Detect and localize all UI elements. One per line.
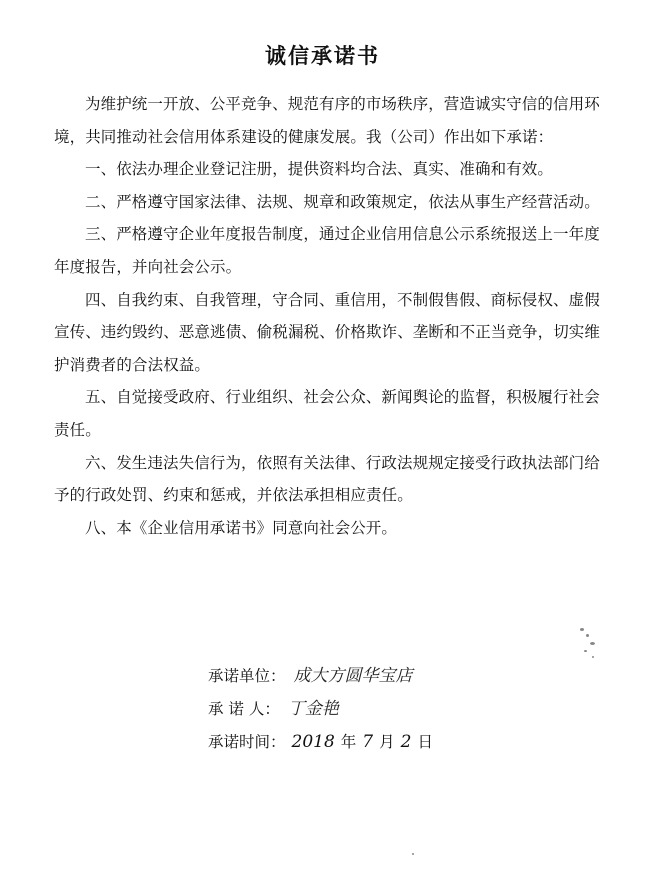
scan-speck [592, 656, 594, 658]
signature-unit-row [208, 660, 439, 693]
document-title: 诚信承诺书 [265, 44, 380, 68]
unit-label: 承诺单位： [208, 667, 286, 685]
paragraph-item-4: 四、自我约束、自我管理，守合同、重信用，不制假售假、商标侵权、虚假宣传、违约毁约、恶意逃债、偷税漏税、价格欺诈、垄断和不正当竞争，切实维护消费者的合法权益。 [54, 290, 601, 374]
scan-speck [590, 642, 595, 645]
day-unit: 日 [417, 733, 433, 751]
date-day: 2 [400, 732, 412, 752]
paragraph-item-2: 二、严格遵守国家法律、法规、规章和政策规定，依法从事生产经营活动。 [85, 192, 600, 211]
scan-speck [412, 853, 414, 855]
scan-speck [584, 650, 587, 652]
paragraph-item-8: 八、本《企业信用承诺书》同意向社会公开。 [85, 518, 398, 537]
signature-person-row [208, 693, 439, 726]
date-year: 2018 [291, 732, 335, 752]
paragraph-item-3: 三、严格遵守企业年度报告制度，通过企业信用信息公示系统报送上一年度年度报告，并向社会公示。 [54, 225, 600, 276]
signature-block [208, 660, 439, 759]
unit-signature: 成大方圆华宝店 [293, 666, 413, 686]
paragraph-item-5: 五、自觉接受政府、行业组织、社会公众、新闻舆论的监督，积极履行社会责任。 [54, 388, 600, 439]
paragraph-item-6: 六、发生违法失信行为，依照有关法律、行政法规规定接受行政执法部门给予的行政处罚、约束和惩戒，并依法承担相应责任。 [54, 453, 600, 505]
year-unit: 年 [340, 733, 357, 751]
date-month: 7 [362, 732, 374, 752]
paragraph-item-1: 一、依法办理企业登记注册，提供资料均合法、真实、准确和有效。 [85, 160, 554, 179]
scan-speck [580, 628, 584, 631]
document-body [54, 88, 602, 544]
person-signature: 丁金艳 [287, 699, 339, 719]
person-label: 承 诺 人： [208, 700, 280, 718]
signature-time-row [208, 726, 439, 759]
time-label: 承诺时间： [208, 733, 286, 751]
paragraph-intro: 为维护统一开放、公平竞争、规范有序的市场秩序，营造诚实守信的信用环境，共同推动社会信用体系建设的健康发展。我（公司）作出如下承诺： [54, 95, 600, 146]
scan-speck [586, 634, 589, 637]
month-unit: 月 [379, 733, 395, 751]
